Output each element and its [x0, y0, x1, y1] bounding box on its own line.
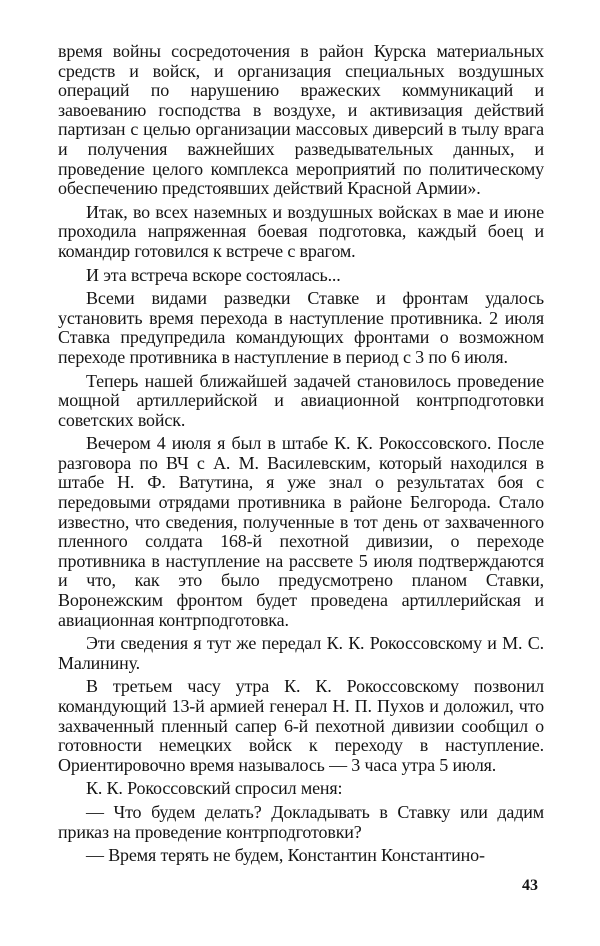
- paragraph: время войны сосредоточения в район Курска материальных средств и войск, и организация специальных воздушных операций по нарушению вражеских коммуникаций и завоеванию господства в воздухе, и активизация действий партизан с целью организации массовых диверсий в тылу врага и получения важнейших разведывательных данных, и проведение целого комплекса мероприятий по политическому обеспечению предстоявших действий Красной Армии».: [58, 41, 544, 199]
- paragraph: Эти сведения я тут же передал К. К. Рокоссовскому и М. С. Малинину.: [58, 633, 544, 673]
- paragraph: Теперь нашей ближайшей задачей становилось проведение мощной артиллерийской и авиационной контрподготовки советских войск.: [58, 370, 544, 430]
- paragraph: В третьем часу утра К. К. Рокоссовскому позвонил командующий 13-й армией генерал Н. П. Пухов и доложил, что захваченный пленный сапер 6-й пехотной дивизии сообщил о готовности немецких войск к переходу в наступление. Ориентировочно время называлось — 3 часа утра 5 июля.: [58, 676, 544, 775]
- paragraph: Вечером 4 июля я был в штабе К. К. Рокоссовского. После разговора по ВЧ с А. М. Василевским, который находился в штабе Н. Ф. Ватутина, я уже знал о результатах боя с передовыми отрядами противника в районе Белгорода. Стало известно, что сведения, полученные в тот день от захваченного пленного солдата 168-й пехотной дивизии, о переходе противника в наступление на рассвете 5 июля подтверждаются и что, как это было предусмотрено планом Ставки, Воронежским фронтом будет проведена артиллерийская и авиационная контрподготовка.: [58, 433, 544, 630]
- paragraph: Всеми видами разведки Ставке и фронтам удалось установить время перехода в наступление противника. 2 июля Ставка предупредила командующих фронтами о возможном переходе противника в наступление в период с 3 по 6 июля.: [58, 288, 544, 367]
- paragraph: Итак, во всех наземных и воздушных войсках в мае и июне проходила напряженная боевая подготовка, каждый боец и командир готовился к встрече с врагом.: [58, 201, 544, 261]
- paragraph: — Что будем делать? Докладывать в Ставку или дадим приказ на проведение контрподготовки?: [58, 801, 544, 842]
- page-body: [58, 42, 544, 870]
- paragraph: — Время терять не будем, Константин Константино-: [86, 845, 485, 866]
- paragraph: И эта встреча вскоре состоялась...: [86, 264, 341, 285]
- page-number: 43: [522, 877, 538, 894]
- paragraph: К. К. Рокоссовский спросил меня:: [86, 778, 343, 799]
